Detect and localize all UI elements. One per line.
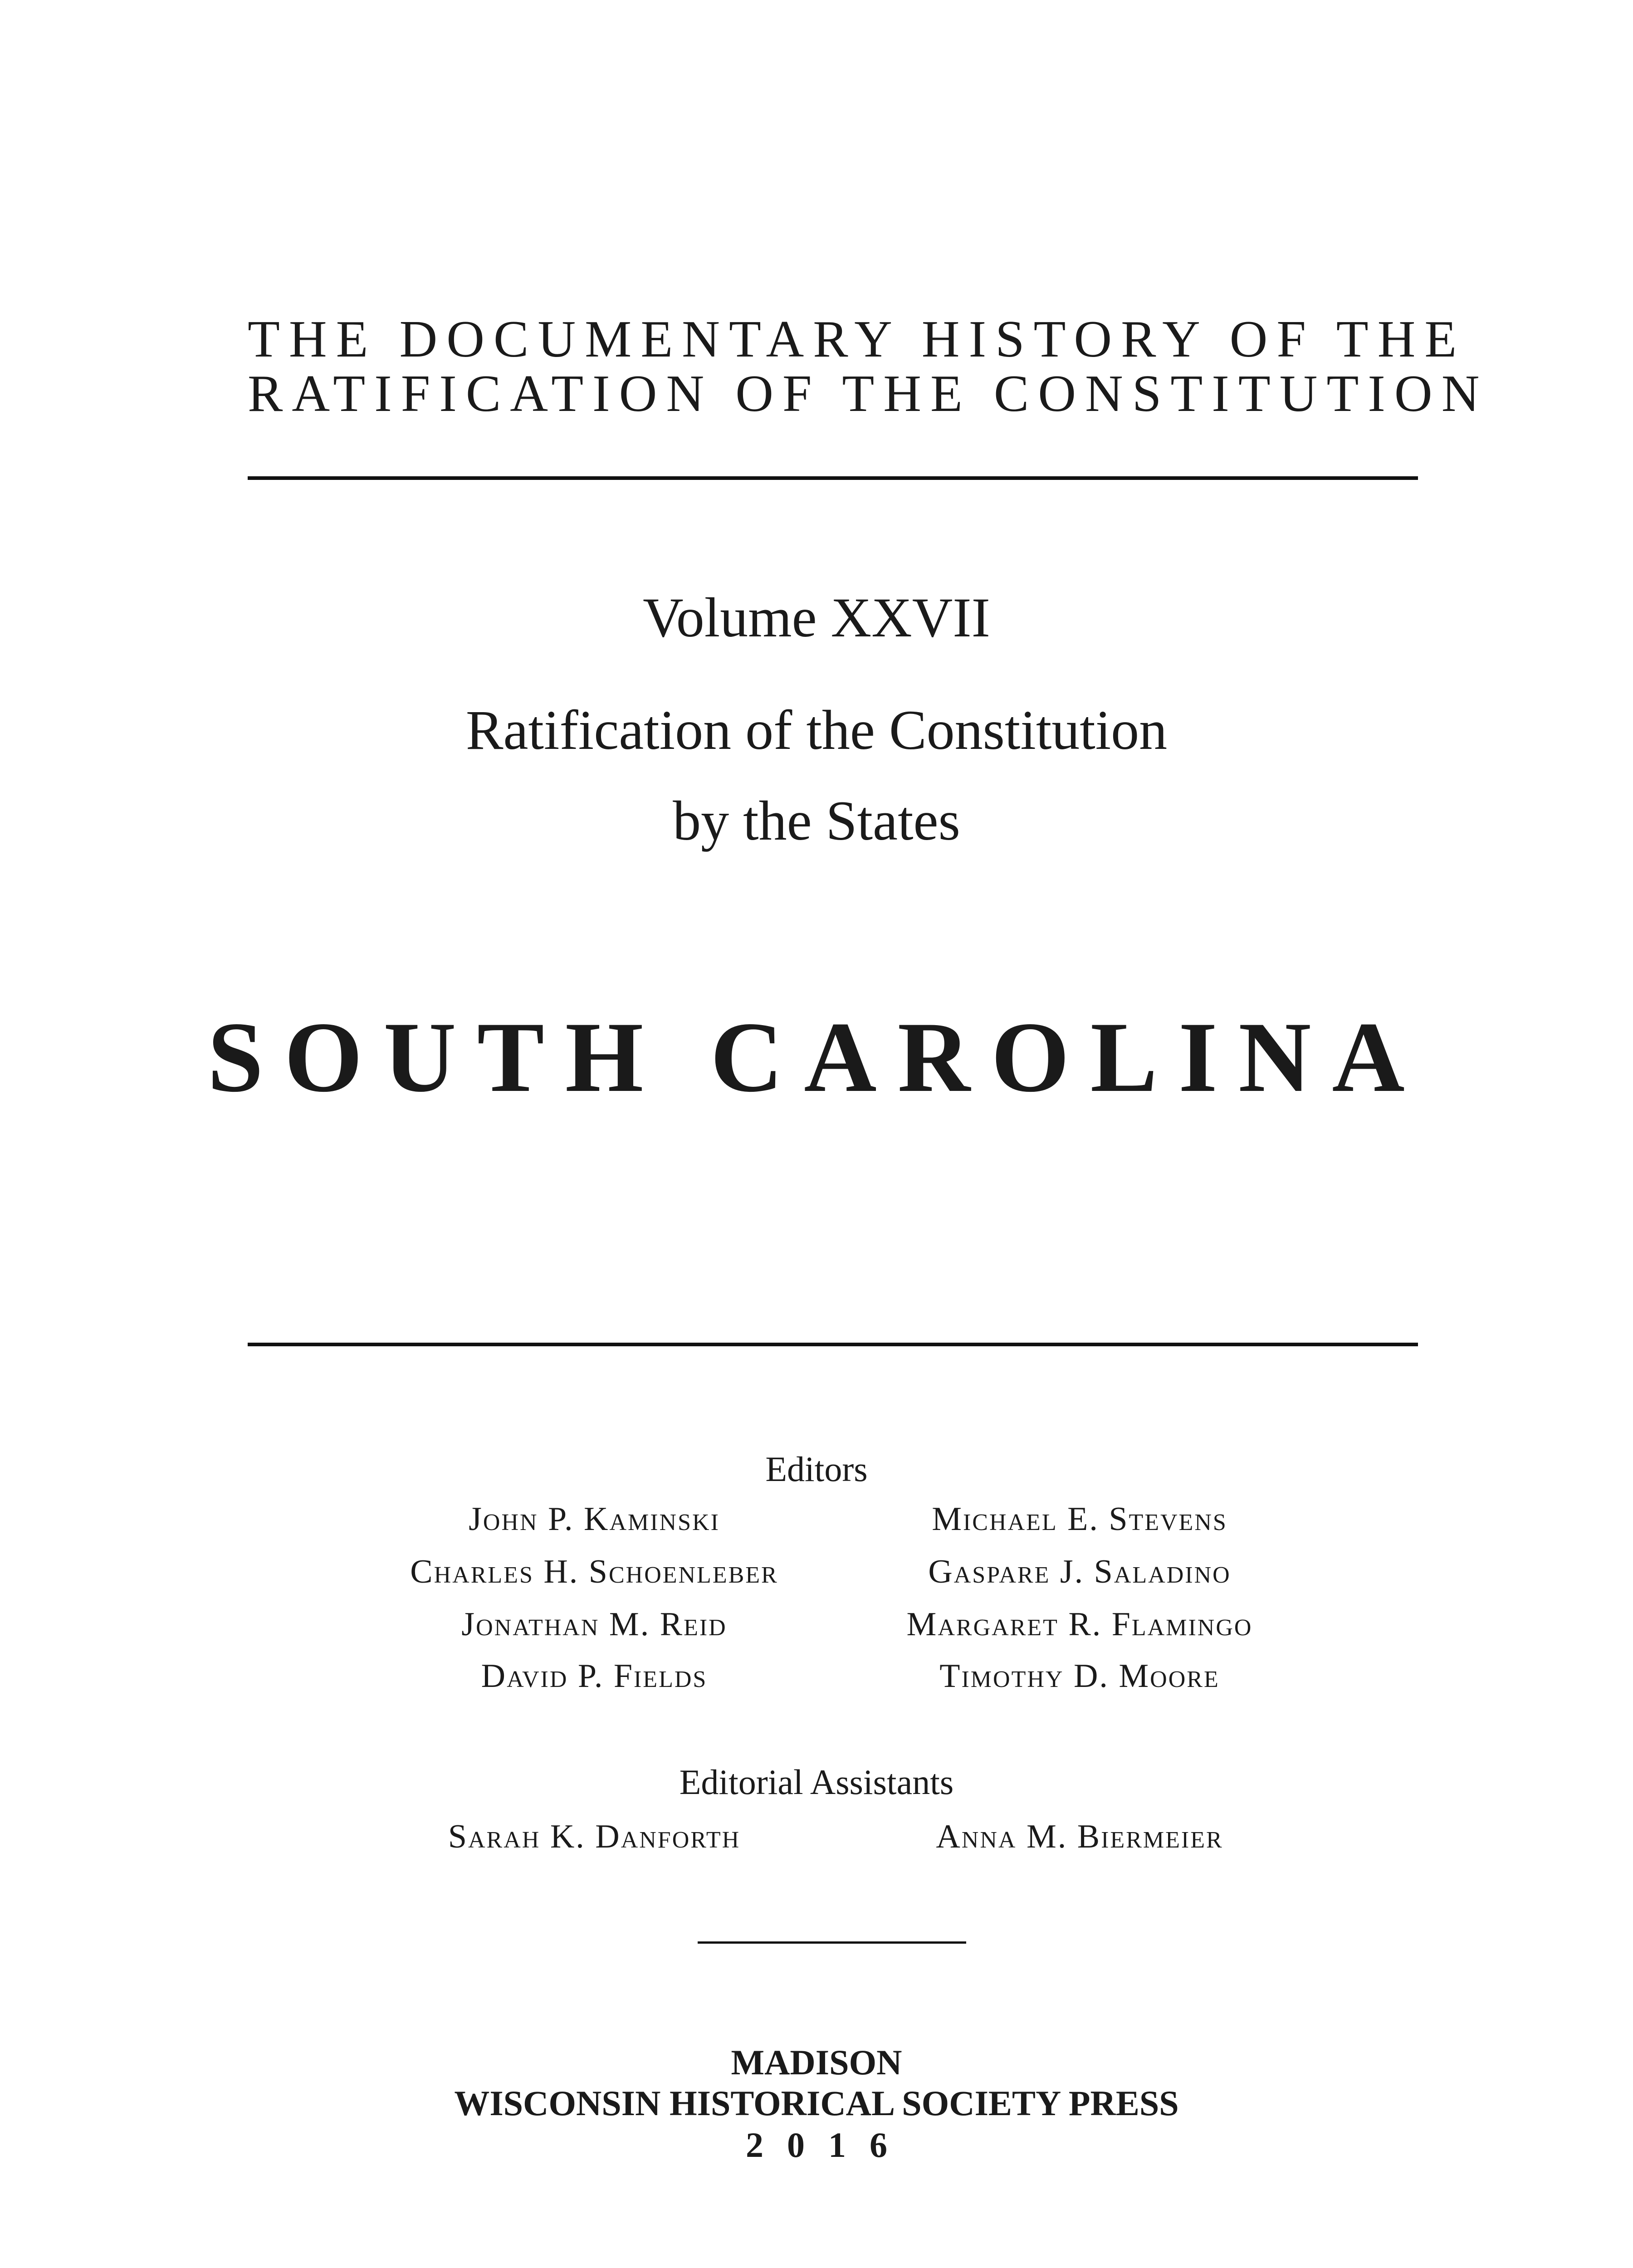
editor-name: Michael E. Stevens: [932, 1501, 1227, 1538]
volume-subtitle-line-1: Ratification of the Constitution: [465, 699, 1168, 761]
editor-name: Timothy D. Moore: [939, 1657, 1220, 1695]
series-title-line-1: THE DOCUMENTARY HISTORY OF THE: [248, 310, 1466, 368]
state-title: SOUTH CAROLINA: [207, 1002, 1426, 1113]
editor-name: John P. Kaminski: [469, 1501, 720, 1538]
assistant-name: Sarah K. Danforth: [448, 1818, 741, 1855]
volume-number: Volume XXVII: [643, 587, 990, 649]
editor-name: Gaspare J. Saladino: [928, 1553, 1231, 1590]
editorial-assistants-heading: Editorial Assistants: [679, 1762, 954, 1802]
editor-name: David P. Fields: [481, 1657, 708, 1695]
volume-subtitle-line-2: by the States: [673, 790, 960, 852]
imprint-divider: [698, 1941, 966, 1944]
publication-year: 2016: [746, 2125, 911, 2165]
editor-name: Charles H. Schoenleber: [410, 1553, 778, 1590]
publisher-name: WISCONSIN HISTORICAL SOCIETY PRESS: [454, 2083, 1179, 2123]
publisher-city: MADISON: [731, 2043, 902, 2082]
editor-name: Jonathan M. Reid: [461, 1606, 727, 1643]
editor-name: Margaret R. Flamingo: [906, 1606, 1253, 1643]
series-title-line-2: RATIFICATION OF THE CONSTITUTION: [248, 365, 1489, 423]
editors-heading: Editors: [765, 1449, 868, 1489]
assistant-name: Anna M. Biermeier: [936, 1818, 1223, 1855]
top-divider: [248, 476, 1418, 480]
bottom-divider: [248, 1343, 1418, 1346]
